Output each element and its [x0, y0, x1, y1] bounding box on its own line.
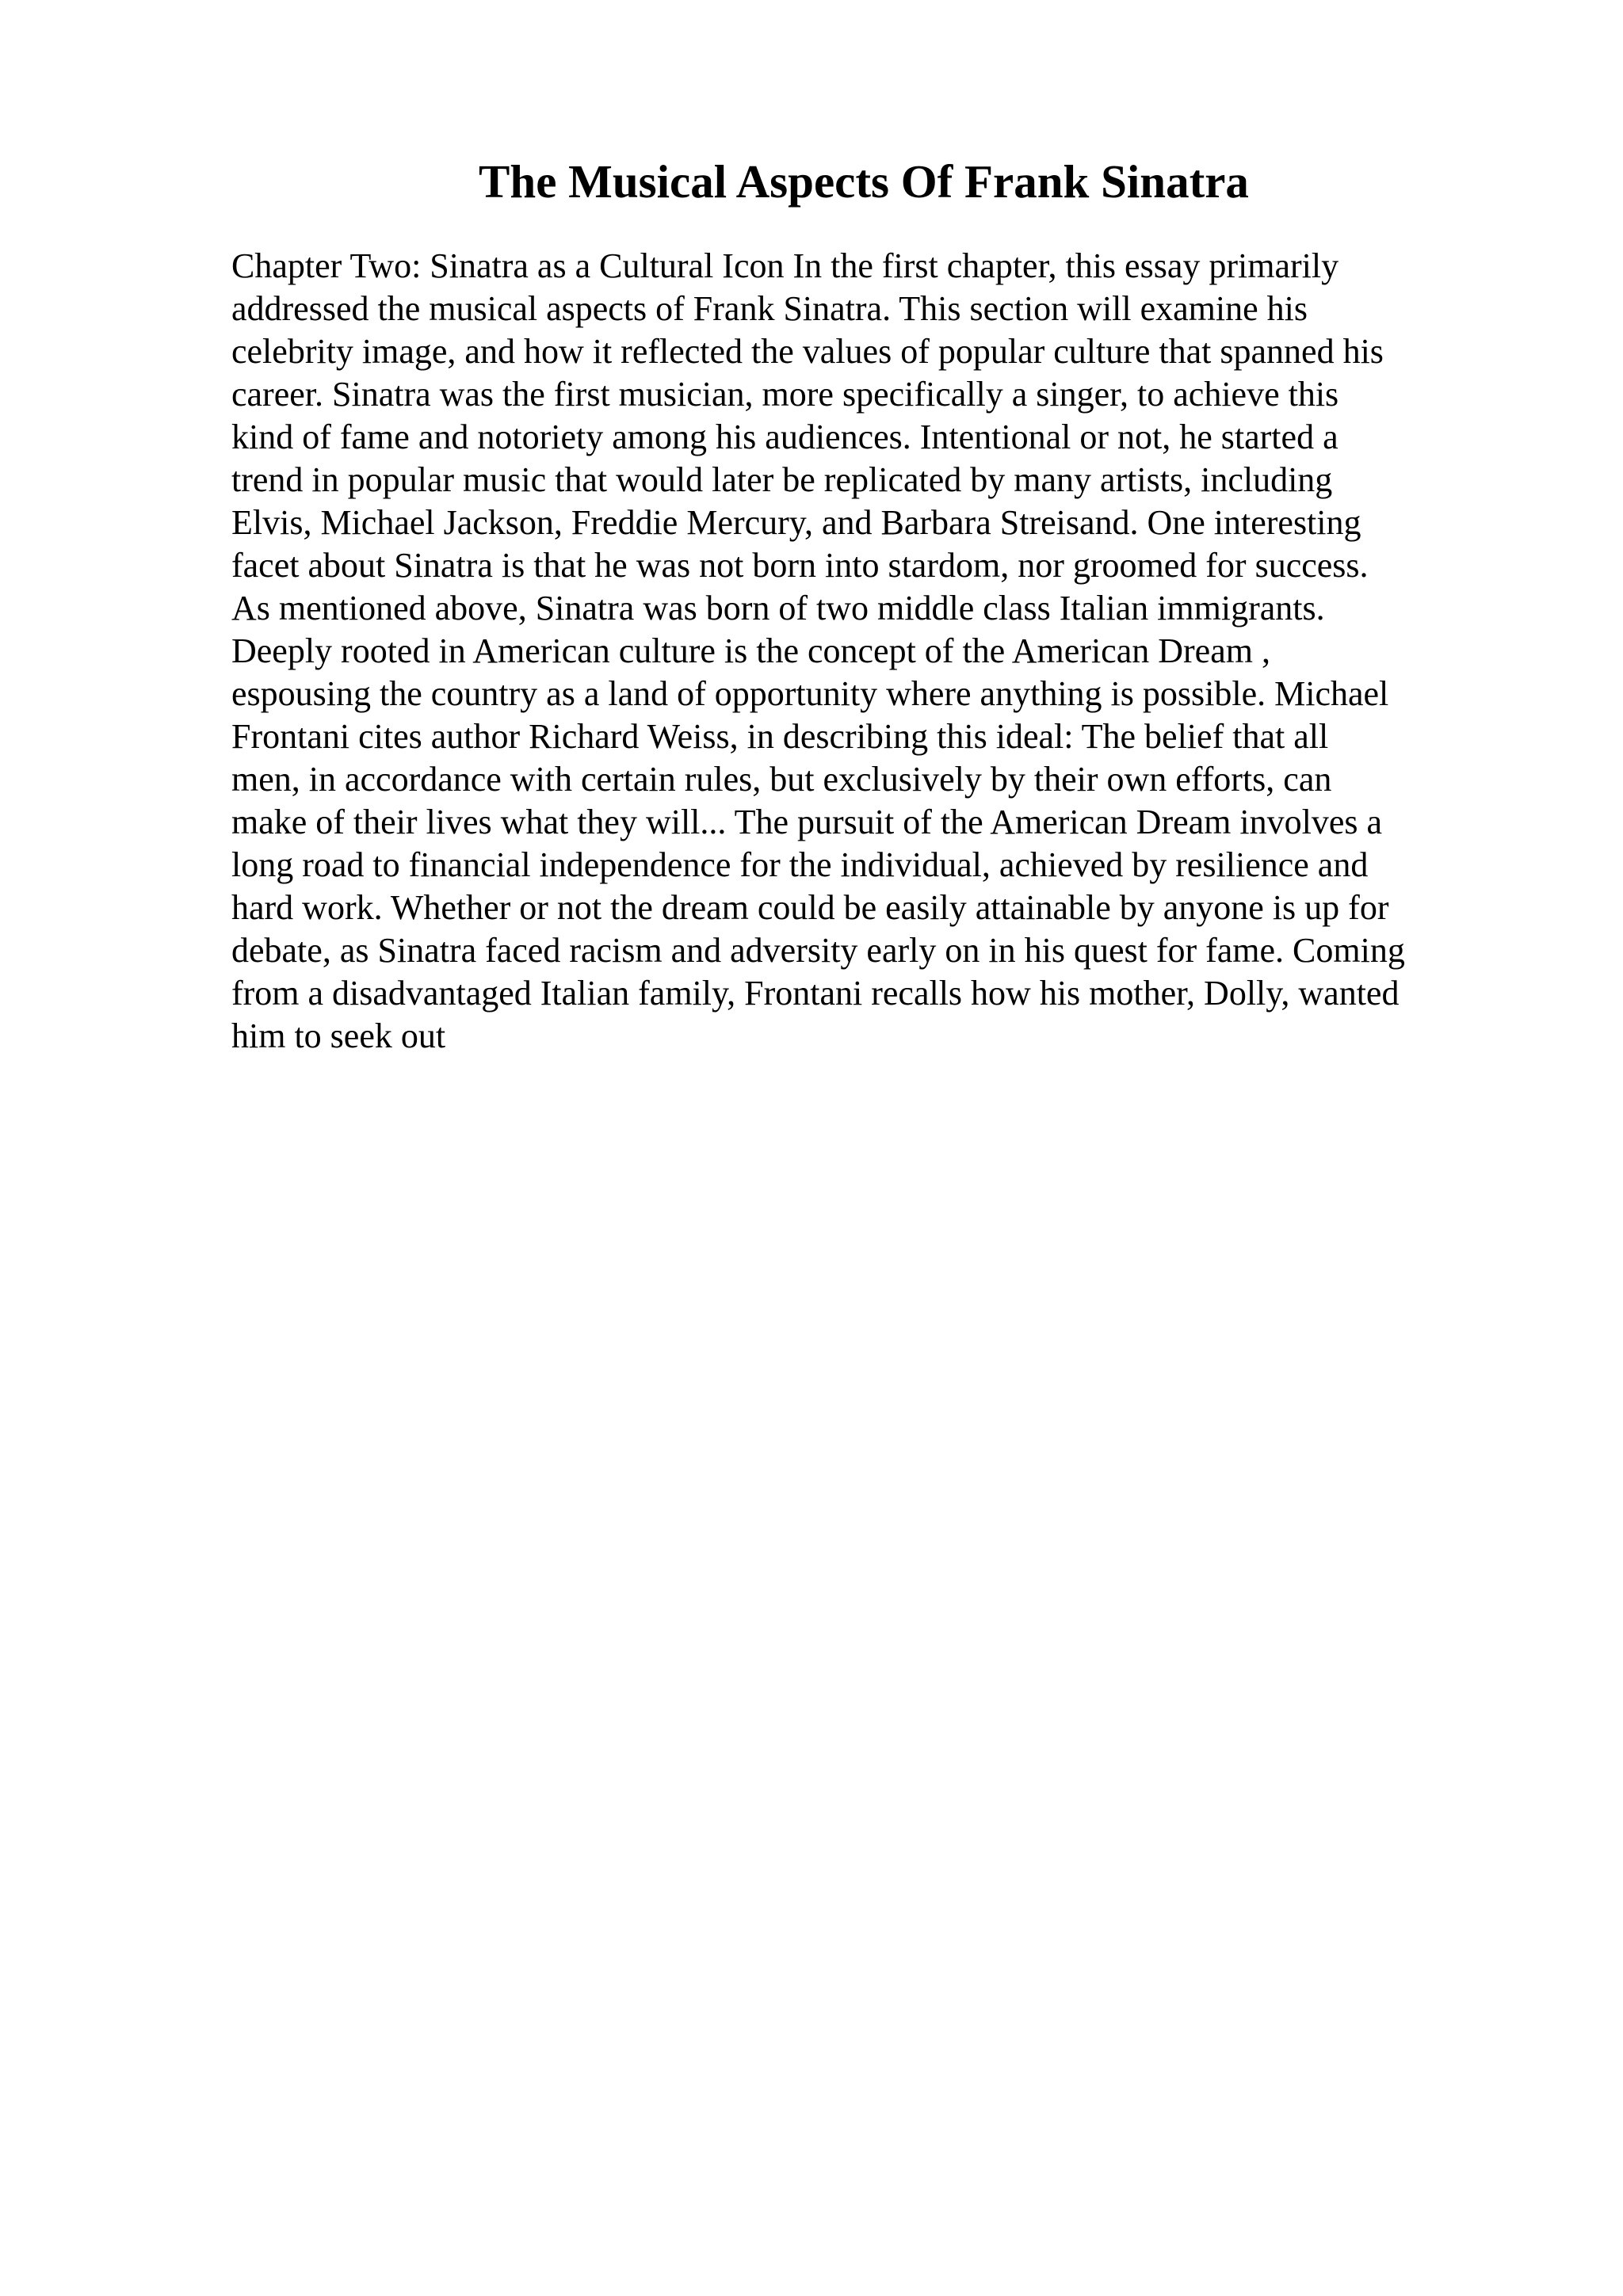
body-line: men, in accordance with certain rules, but exclusively by their own efforts, can	[231, 760, 1332, 799]
body-line: Frontani cites author Richard Weiss, in describing this ideal: The belief that all	[231, 717, 1329, 756]
body-line: debate, as Sinatra faced racism and adversity early on in his quest for fame. Coming	[231, 931, 1405, 970]
body-line: As mentioned above, Sinatra was born of two middle class Italian immigrants.	[231, 589, 1325, 627]
body-line: facet about Sinatra is that he was not born into stardom, nor groomed for success.	[231, 546, 1369, 585]
body-line: Elvis, Michael Jackson, Freddie Mercury, and Barbara Streisand. One interesting	[231, 503, 1361, 542]
body-line: make of their lives what they will... The pursuit of the American Dream involves a	[231, 803, 1383, 841]
body-line: Deeply rooted in American culture is the concept of the American Dream ,	[231, 631, 1270, 670]
body-line: him to seek out	[231, 1016, 446, 1055]
body-line: espousing the country as a land of opportunity where anything is possible. Michael	[231, 674, 1389, 713]
body-line: Chapter Two: Sinatra as a Cultural Icon In the first chapter, this essay primarily	[231, 246, 1339, 285]
body-line: trend in popular music that would later be replicated by many artists, including	[231, 460, 1333, 499]
document-body	[231, 245, 1515, 1058]
body-line: long road to financial independence for the individual, achieved by resilience and	[231, 845, 1369, 884]
body-line: career. Sinatra was the first musician, more specifically a singer, to achieve this	[231, 375, 1339, 414]
body-line: from a disadvantaged Italian family, Frontani recalls how his mother, Dolly, wanted	[231, 974, 1400, 1013]
body-line: hard work. Whether or not the dream could be easily attainable by anyone is up for	[231, 888, 1389, 927]
body-line: addressed the musical aspects of Frank Sinatra. This section will examine his	[231, 289, 1308, 328]
body-line: celebrity image, and how it reflected the values of popular culture that spanned his	[231, 332, 1384, 371]
document-title: The Musical Aspects Of Frank Sinatra	[479, 155, 1249, 208]
body-line: kind of fame and notoriety among his audiences. Intentional or not, he started a	[231, 418, 1338, 456]
